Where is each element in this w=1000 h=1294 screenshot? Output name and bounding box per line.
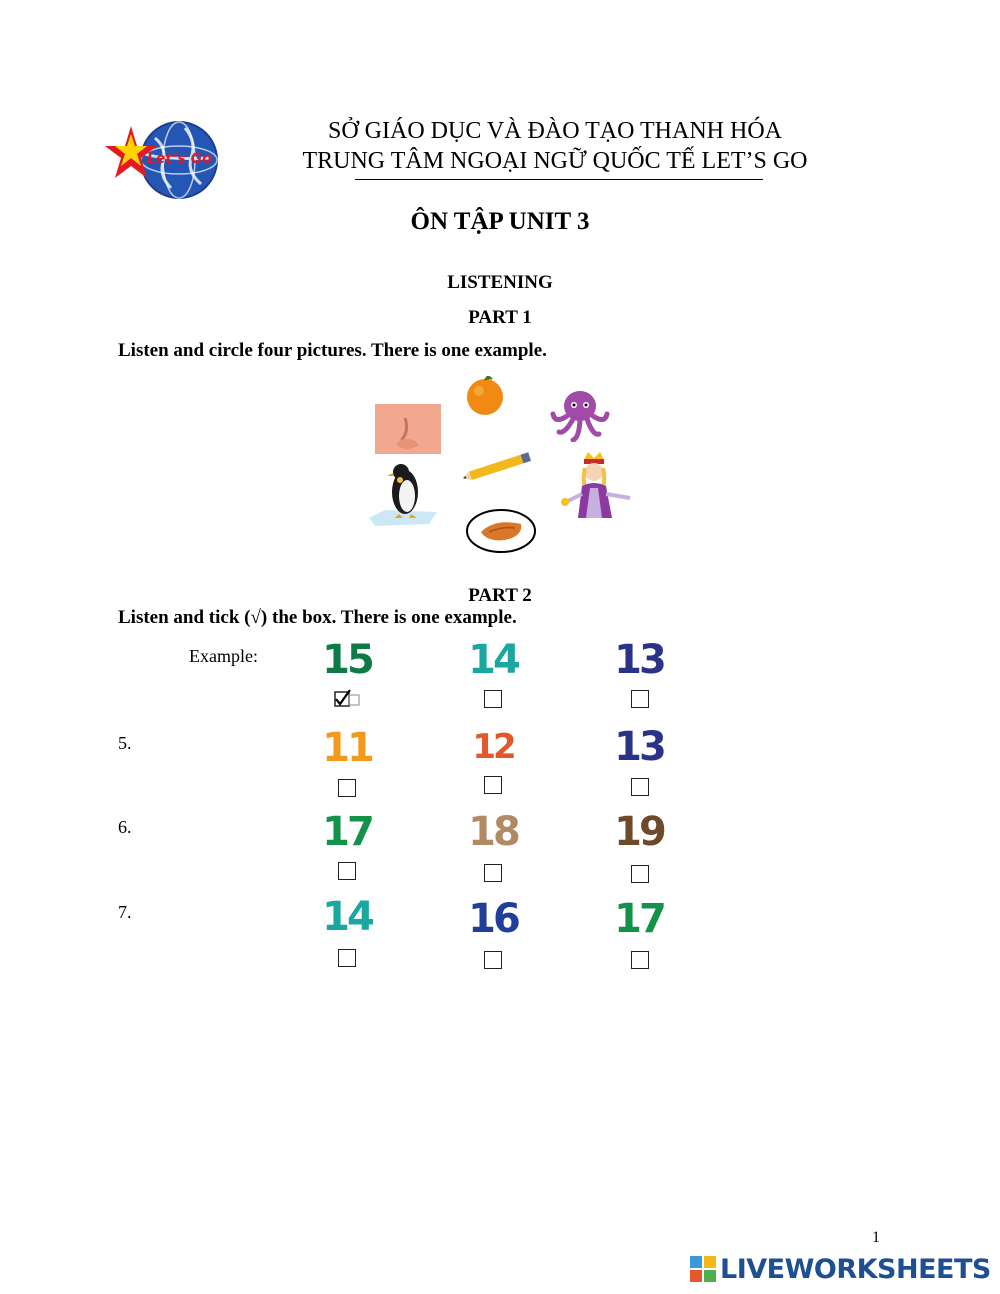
number-option: 13 bbox=[614, 637, 664, 683]
octopus-icon bbox=[549, 388, 611, 442]
number-option: 17 bbox=[614, 896, 664, 942]
logo bbox=[105, 118, 223, 204]
pencil-icon bbox=[461, 452, 537, 480]
part2-instruction: Listen and tick (√) the box. There is one example. bbox=[118, 607, 517, 628]
row-label: 5. bbox=[118, 733, 132, 753]
penguin-icon bbox=[367, 460, 441, 528]
queen-icon bbox=[556, 450, 634, 520]
orange-picture[interactable] bbox=[464, 376, 506, 416]
liveworksheets-logo-icon bbox=[690, 1256, 718, 1284]
checkbox[interactable] bbox=[338, 949, 356, 967]
header-line-1: SỞ GIÁO DỤC VÀ ĐÀO TẠO THANH HÓA bbox=[327, 118, 782, 144]
queen-picture[interactable] bbox=[556, 450, 634, 520]
number-option: 17 bbox=[322, 809, 372, 855]
pencil-picture[interactable] bbox=[461, 452, 537, 480]
checkbox[interactable] bbox=[484, 690, 502, 708]
checkbox[interactable] bbox=[484, 864, 502, 882]
part2-heading: PART 2 bbox=[468, 585, 532, 606]
nose-icon bbox=[375, 404, 441, 454]
number-option: 16 bbox=[468, 896, 518, 942]
checkbox[interactable] bbox=[631, 690, 649, 708]
octopus-picture[interactable] bbox=[549, 388, 611, 442]
number-option: 15 bbox=[322, 637, 372, 683]
number-option: 14 bbox=[322, 894, 372, 940]
page-number: 1 bbox=[872, 1229, 880, 1246]
row-label: Example: bbox=[189, 646, 258, 666]
header-underline bbox=[355, 179, 763, 180]
number-option: 19 bbox=[614, 809, 664, 855]
penguin-picture[interactable] bbox=[367, 460, 441, 528]
header-line-2: TRUNG TÂM NGOẠI NGỮ QUỐC TẾ LET’S GO bbox=[302, 148, 808, 174]
almond-picture[interactable] bbox=[465, 508, 537, 554]
almond-icon bbox=[465, 508, 537, 554]
listening-heading: LISTENING bbox=[447, 272, 553, 293]
number-option: 12 bbox=[472, 727, 514, 767]
part1-heading: PART 1 bbox=[468, 307, 532, 328]
number-option: 14 bbox=[468, 637, 518, 683]
liveworksheets-brand bbox=[690, 1254, 990, 1286]
row-label: 7. bbox=[118, 902, 132, 922]
part1-instruction: Listen and circle four pictures. There is one example. bbox=[118, 340, 547, 361]
checkbox[interactable] bbox=[338, 862, 356, 880]
page-title: ÔN TẬP UNIT 3 bbox=[410, 208, 590, 235]
checkbox[interactable] bbox=[484, 776, 502, 794]
number-option: 18 bbox=[468, 809, 518, 855]
nose-picture[interactable] bbox=[375, 404, 441, 454]
checkbox[interactable] bbox=[484, 951, 502, 969]
checkbox[interactable] bbox=[631, 778, 649, 796]
number-option: 11 bbox=[322, 725, 372, 771]
row-label: 6. bbox=[118, 817, 132, 837]
orange-icon bbox=[464, 376, 506, 416]
checkbox[interactable] bbox=[631, 951, 649, 969]
number-option: 13 bbox=[614, 724, 664, 770]
checkbox[interactable] bbox=[338, 779, 356, 797]
checkmark-icon bbox=[334, 689, 362, 709]
logo-text: Let’s Go bbox=[147, 151, 212, 167]
ticked-example-checkbox[interactable] bbox=[334, 689, 362, 709]
brand-text: LIVEWORKSHEETS bbox=[720, 1254, 991, 1285]
checkbox[interactable] bbox=[631, 865, 649, 883]
